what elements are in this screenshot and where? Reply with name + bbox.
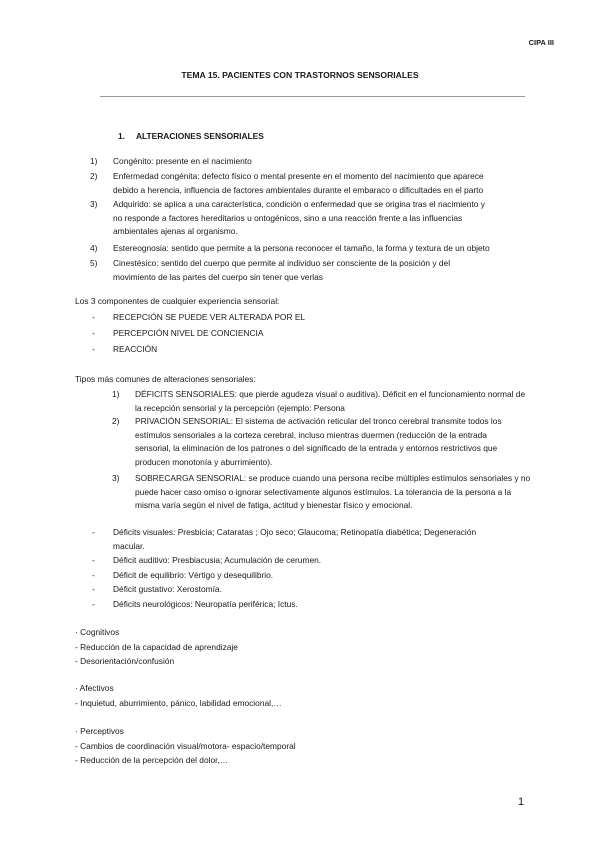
deficit-item-line: Déficits neurológicos: Neuropatía periférica; Ictus. [113, 599, 298, 609]
effect-item: - Cambios de coordinación visual/motora- espacio/temporal [75, 740, 296, 751]
effect-heading: · Afectivos [75, 683, 114, 693]
deficit-item-bullet: - [92, 584, 95, 594]
type-item-number: 3) [112, 473, 120, 483]
bullet-dash: - [92, 312, 95, 322]
component-item: REACCIÓN [113, 344, 158, 354]
deficit-item-line: macular. [113, 540, 145, 551]
definition-item-line: debido a herencia, influencia de factores ambientales durante el embaraco o dificultades en el parto [113, 184, 484, 195]
type-item-line: estímulos sensoriales a la corteza cerebral, incluso mientras duermen (reducción de la entrada [135, 429, 487, 440]
type-item-line: producen monotonía y aburrimiento). [135, 456, 273, 467]
deficit-item-line: Déficit de equilibrio: Vértigo y desequilibrio. [113, 570, 274, 580]
effect-heading: · Perceptivos [75, 726, 124, 736]
type-item-line: puede hacer caso omiso o ignorar selectivamente algunos estímulos. La tolerancia de la persona a la [135, 486, 512, 497]
definition-item-line: no responde a factores hereditarios u ontogénicos, sino a una reacción frente a las influencias [113, 212, 463, 223]
type-item-line: misma varía según el nivel de fatiga, actitud y bienestar físico y emocional. [135, 500, 413, 511]
deficit-item-bullet: - [92, 527, 95, 537]
effect-item: - Reducción de la capacidad de aprendizaje [75, 641, 238, 652]
definition-item-number: 4) [90, 243, 98, 253]
effect-item: - Reducción de la percepción del dolor,… [75, 755, 229, 765]
deficit-item-bullet: - [92, 555, 95, 565]
definition-item-number: 1) [90, 156, 98, 166]
definition-item-line: Estereognosia: sentido que permite a la persona reconocer el tamaño, la forma y textura de un objeto [113, 243, 490, 253]
effect-item: - Desorientación/confusión [75, 656, 175, 666]
type-item-line: sensorial, la eliminación de los patrones o del significado de la entrada y entornos restrictivos que [135, 443, 498, 454]
definition-item-line: movimiento de las partes del cuerpo sin tener que verlas [113, 271, 323, 282]
type-item-number: 1) [112, 389, 120, 399]
effect-item: - Inquietud, aburrimiento, pánico, labilidad emocional,… [75, 697, 282, 708]
definition-item-number: 5) [90, 258, 98, 268]
deficit-item-bullet: - [92, 570, 95, 580]
definition-item-line: ambientales ajenas al organismo. [113, 226, 238, 237]
title-divider [100, 96, 525, 97]
running-header: CIPA III [528, 38, 554, 47]
type-item-line: SOBRECARGA SENSORIAL: se produce cuando una persona recibe múltiples estímulos sensoriales y no [135, 473, 531, 483]
definition-item-line: Cinestésico: sentido del cuerpo que permite al individuo ser consciente de la posición y del [113, 258, 451, 268]
definition-item-number: 3) [90, 199, 98, 209]
component-item: RECEPCIÓN SE PUEDE VER ALTERADA POR EL [113, 312, 306, 322]
type-item-line: DÉFICITS SENSORIALES: que pierde agudeza visual o auditiva). Déficit en el funcionamiento normal de [135, 389, 526, 399]
component-item: PERCEPCIÓN NIVEL DE CONCIENCIA [113, 328, 264, 338]
definition-item-line: Enfermedad congénita: defecto físico o mental presente en el momento del nacimiento que aparece [113, 171, 484, 181]
type-item-line: PRIVACIÓN SENSORIAL: El sistema de activación reticular del tronco cerebral transmite todos los [135, 416, 502, 426]
page-number: 1 [518, 796, 525, 808]
deficit-item-line: Déficit gustativo: Xerostomía. [113, 584, 222, 594]
deficit-item-bullet: - [92, 599, 95, 609]
document-title: TEMA 15. PACIENTES CON TRASTORNOS SENSORIALES [181, 70, 419, 80]
deficit-item-line: Déficits visuales: Presbicia; Cataratas ; Ojo seco; Glaucoma; Retinopatía diabética; Degeneración [113, 527, 477, 537]
type-item-line: la recepción sensorial y la percepción (ejemplo: Persona [135, 402, 345, 413]
definition-item-line: Congénito: presente en el nacimiento [113, 156, 252, 166]
definition-item-line: Adquirido: se aplica a una característica, condición o enfermedad que se origina tras el nacimiento y [113, 199, 485, 209]
components-intro: Los 3 componentes de cualquier experiencia sensorial: [75, 296, 280, 306]
section-number: 1. [118, 131, 125, 141]
deficit-item-line: Déficit auditivo: Presbiacusia; Acumulación de cerumen. [113, 555, 322, 565]
section-title: ALTERACIONES SENSORIALES [136, 131, 264, 141]
types-intro: Tipos más comunes de alteraciones sensoriales: [75, 374, 256, 384]
bullet-dash: - [92, 328, 95, 338]
effect-heading: · Cognitivos [75, 627, 120, 637]
bullet-dash: - [92, 344, 95, 354]
type-item-number: 2) [112, 416, 120, 426]
definition-item-number: 2) [90, 171, 98, 181]
